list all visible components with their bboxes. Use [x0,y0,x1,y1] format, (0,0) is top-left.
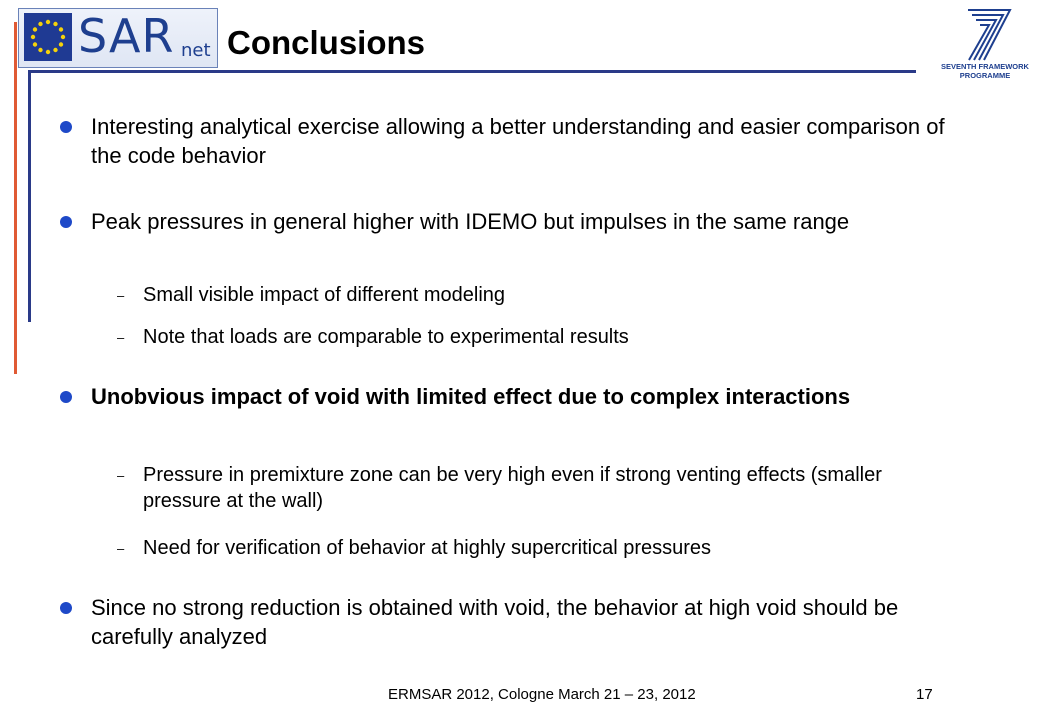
sub-bullet-dash: – [117,288,125,303]
sub-bullet-dash: – [117,541,125,556]
sarnet-logo [18,8,218,68]
title-underline [28,70,916,73]
sub-bullet-dash: – [117,330,125,345]
sarnet-logo-subtext: net [181,40,211,61]
sub-bullet-text: Note that loads are comparable to experimental results [143,326,629,348]
bullet-dot [60,602,72,614]
sub-bullet-text: Need for verification of behavior at highly supercritical pressures [143,537,712,559]
bullet-text: Since no strong reduction is obtained with void, the behavior at high void should be carefully analyzed [91,595,899,649]
bullet-dot [60,216,72,228]
bullet-dot [60,391,72,403]
left-red-rule [14,22,17,374]
eu-flag-icon [24,13,72,61]
sub-bullet-dash: – [117,468,125,483]
page-number: 17 [916,686,933,703]
bullet-dot [60,121,72,133]
footer-text: ERMSAR 2012, Cologne March 21 – 23, 2012 [388,686,696,703]
sub-bullet-text: Pressure in premixture zone can be very high even if strong venting effects (smaller pressure at the wall) [143,464,882,512]
bullet-text: Peak pressures in general higher with IDEMO but impulses in the same range [91,209,850,234]
fp7-logo [940,4,1030,90]
bullet-text: Unobvious impact of void with limited effect due to complex interactions [91,384,851,409]
fp7-seven-icon [940,4,1030,62]
slide-title: Conclusions [227,24,426,61]
bullet-text: Interesting analytical exercise allowing a better understanding and easier comparison of the code behavior [91,114,945,168]
sub-bullet-text: Small visible impact of different modeling [143,284,506,306]
sarnet-logo-text: SAR [78,9,175,63]
left-blue-rule [28,70,31,322]
fp7-caption: SEVENTH FRAMEWORK PROGRAMME [941,62,1029,80]
